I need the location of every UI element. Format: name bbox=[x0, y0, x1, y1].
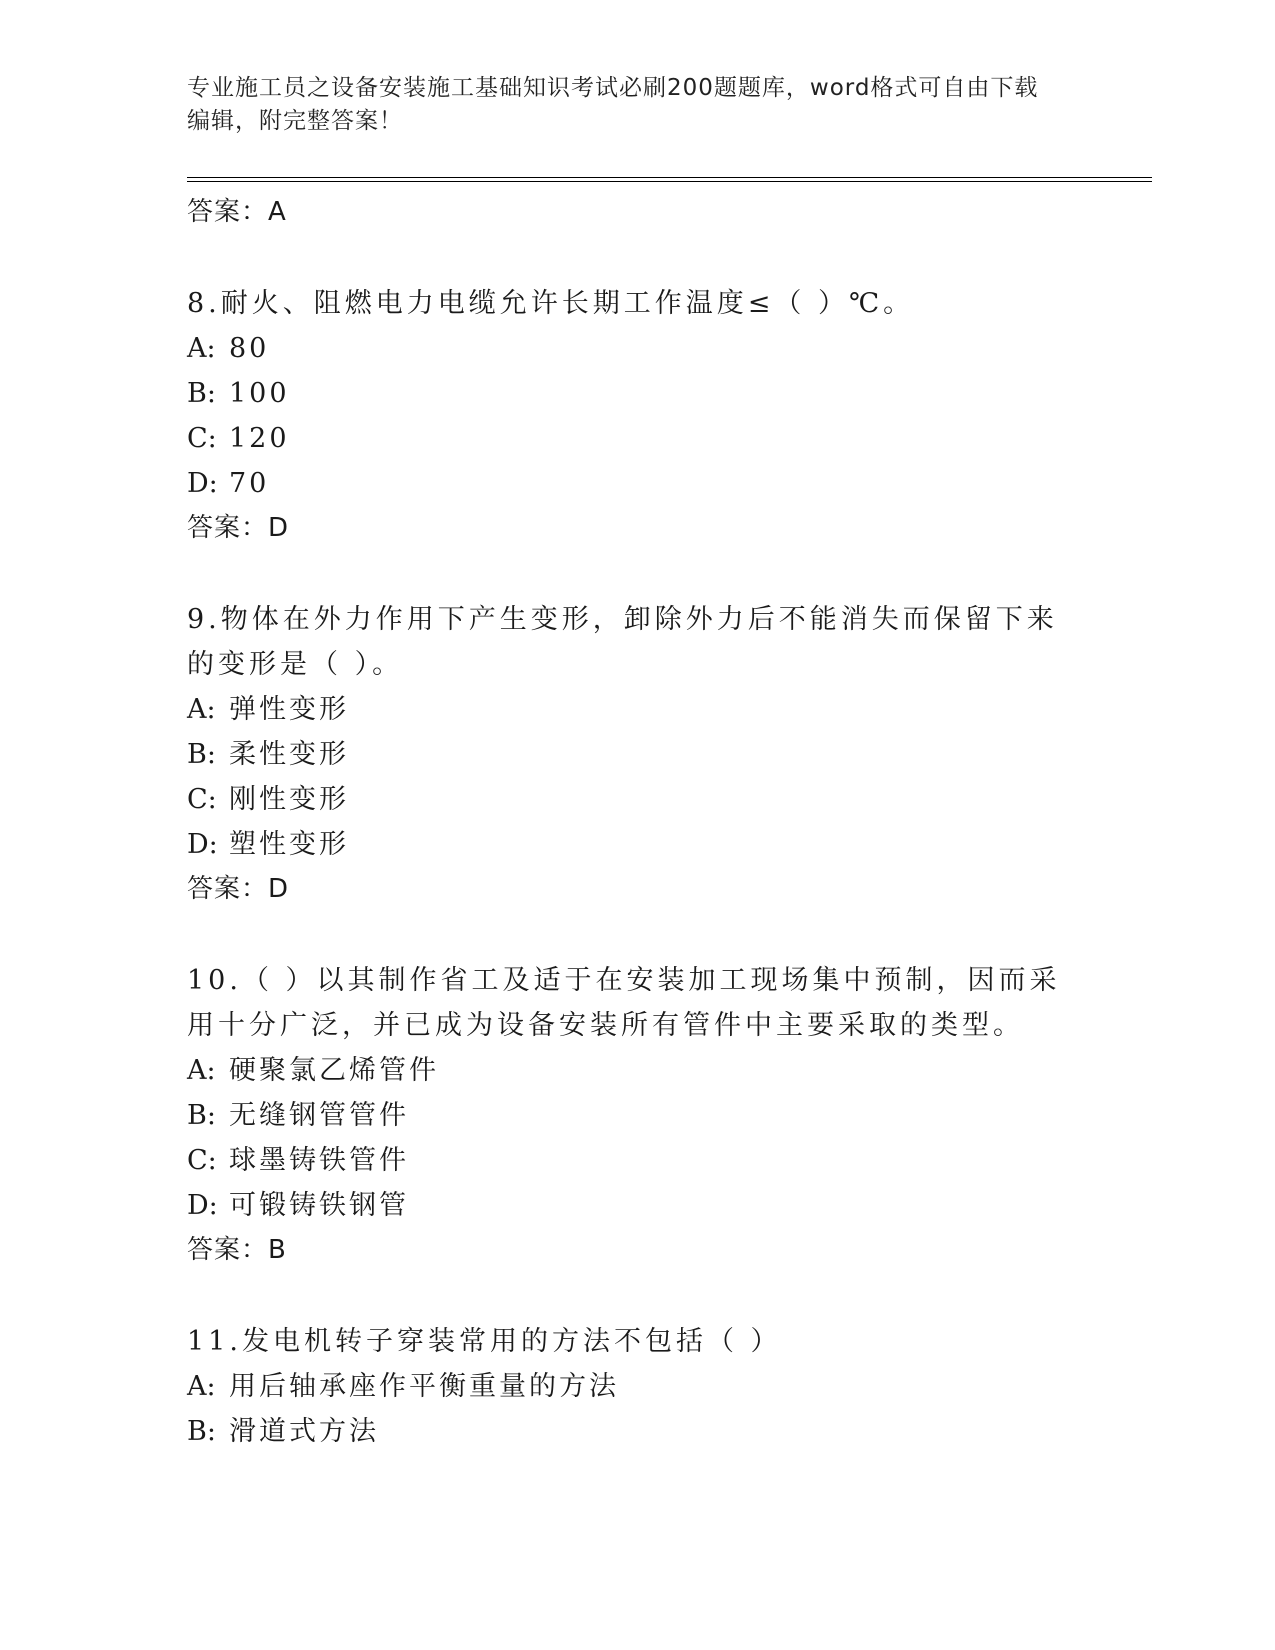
option-letter: C: bbox=[187, 784, 217, 815]
option-text: 120 bbox=[229, 423, 290, 454]
question-11 bbox=[187, 1319, 1087, 1454]
option-d bbox=[187, 461, 1087, 506]
option-letter: B: bbox=[187, 739, 216, 770]
answer: 答案：D bbox=[187, 874, 290, 904]
option-letter: C: bbox=[187, 423, 217, 454]
option-a bbox=[187, 687, 1087, 732]
header-line-1: 专业施工员之设备安装施工基础知识考试必刷200题题库，word格式可自由下载 bbox=[187, 75, 1039, 101]
answer: 答案：B bbox=[187, 1235, 287, 1265]
spacer bbox=[187, 235, 1087, 281]
question-text: 11.发电机转子穿装常用的方法不包括（ ） bbox=[187, 1326, 782, 1357]
document-header bbox=[187, 72, 1067, 138]
option-c bbox=[187, 1138, 1087, 1183]
option-text: 球墨铸铁管件 bbox=[229, 1145, 409, 1176]
option-letter: A: bbox=[187, 1371, 216, 1402]
option-b bbox=[187, 1409, 1087, 1454]
option-d bbox=[187, 1183, 1087, 1228]
option-d bbox=[187, 822, 1087, 867]
option-b bbox=[187, 371, 1087, 416]
option-letter: D: bbox=[187, 468, 218, 499]
option-text: 80 bbox=[229, 333, 270, 364]
option-text: 滑道式方法 bbox=[229, 1416, 379, 1447]
option-letter: D: bbox=[187, 1190, 218, 1221]
option-text: 可锻铸铁钢管 bbox=[229, 1190, 409, 1221]
option-c bbox=[187, 777, 1087, 822]
question-8 bbox=[187, 281, 1087, 551]
question-10 bbox=[187, 958, 1087, 1273]
header-divider-bottom bbox=[187, 181, 1152, 182]
option-c bbox=[187, 416, 1087, 461]
option-text: 用后轴承座作平衡重量的方法 bbox=[229, 1371, 619, 1402]
option-text: 弹性变形 bbox=[229, 694, 349, 725]
option-text: 100 bbox=[229, 378, 290, 409]
question-list bbox=[187, 190, 1087, 1454]
option-letter: A: bbox=[187, 1055, 216, 1086]
option-text: 刚性变形 bbox=[229, 784, 349, 815]
option-letter: A: bbox=[187, 333, 216, 364]
spacer bbox=[187, 1273, 1087, 1319]
question-text: 10.（ ）以其制作省工及适于在安装加工现场集中预制，因而采用十分广泛，并已成为设备安装所有管件中主要采取的类型。 bbox=[187, 965, 1061, 1041]
option-text: 柔性变形 bbox=[229, 739, 349, 770]
question-text: 8.耐火、阻燃电力电缆允许长期工作温度≤（ ）℃。 bbox=[187, 288, 915, 319]
option-letter: D: bbox=[187, 829, 218, 860]
answer: 答案：D bbox=[187, 513, 290, 543]
option-text: 塑性变形 bbox=[229, 829, 349, 860]
option-a bbox=[187, 1364, 1087, 1409]
option-a bbox=[187, 1048, 1087, 1093]
header-line-2: 编辑，附完整答案！ bbox=[187, 108, 403, 134]
answer-previous: 答案：A bbox=[187, 197, 287, 227]
option-letter: B: bbox=[187, 1100, 216, 1131]
option-text: 无缝钢管管件 bbox=[229, 1100, 409, 1131]
option-b bbox=[187, 1093, 1087, 1138]
option-letter: C: bbox=[187, 1145, 217, 1176]
option-letter: A: bbox=[187, 694, 216, 725]
question-9 bbox=[187, 597, 1087, 912]
option-a bbox=[187, 326, 1087, 371]
option-b bbox=[187, 732, 1087, 777]
option-text: 硬聚氯乙烯管件 bbox=[229, 1055, 439, 1086]
spacer bbox=[187, 551, 1087, 597]
header-divider-top bbox=[187, 177, 1152, 178]
option-letter: B: bbox=[187, 378, 216, 409]
option-letter: B: bbox=[187, 1416, 216, 1447]
option-text: 70 bbox=[229, 468, 270, 499]
question-text: 9.物体在外力作用下产生变形，卸除外力后不能消失而保留下来的变形是（ ）。 bbox=[187, 604, 1058, 680]
spacer bbox=[187, 912, 1087, 958]
